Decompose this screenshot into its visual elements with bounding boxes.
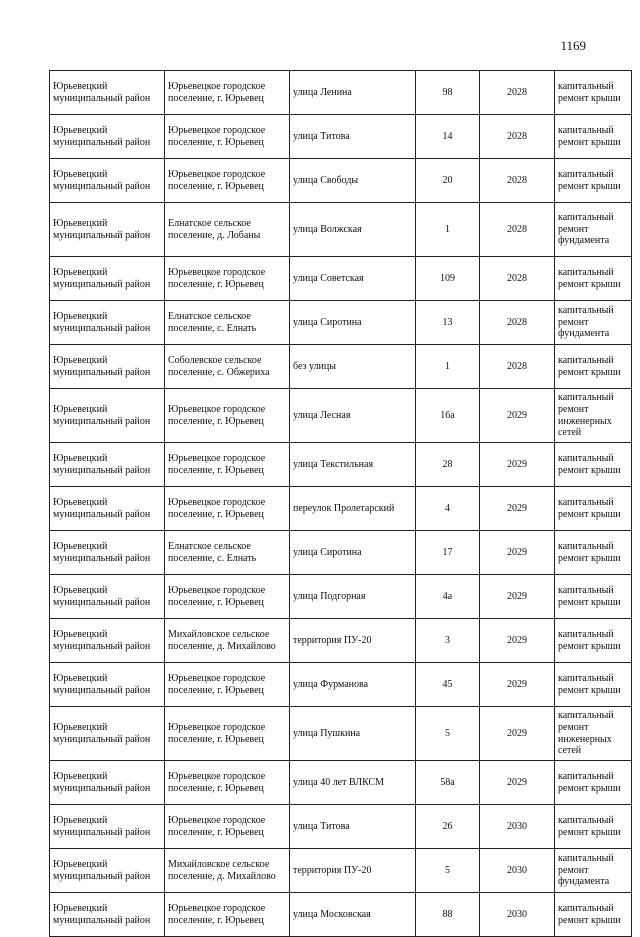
work-type-cell: капитальный ремонт крыши xyxy=(555,345,632,389)
work-type-cell: капитальный ремонт крыши xyxy=(555,257,632,301)
settlement-cell: Елнатское сельское поселение, с. Елнать xyxy=(165,531,290,575)
district-cell: Юрьевецкий муниципальный район xyxy=(50,389,165,443)
street-cell: улица Свободы xyxy=(290,159,416,203)
table-row xyxy=(50,619,632,663)
house-number-cell: 1 xyxy=(416,345,480,389)
table-row xyxy=(50,761,632,805)
table-row xyxy=(50,531,632,575)
house-number-cell: 3 xyxy=(416,619,480,663)
district-cell: Юрьевецкий муниципальный район xyxy=(50,159,165,203)
settlement-cell: Юрьевецкое городское поселение, г. Юрьевец xyxy=(165,487,290,531)
district-cell: Юрьевецкий муниципальный район xyxy=(50,345,165,389)
year-cell: 2029 xyxy=(480,575,555,619)
district-cell: Юрьевецкий муниципальный район xyxy=(50,707,165,761)
work-type-cell: капитальный ремонт фундамента xyxy=(555,203,632,257)
settlement-cell: Юрьевецкое городское поселение, г. Юрьевец xyxy=(165,805,290,849)
settlement-cell: Юрьевецкое городское поселение, г. Юрьевец xyxy=(165,389,290,443)
work-type-cell: капитальный ремонт крыши xyxy=(555,619,632,663)
table-row xyxy=(50,345,632,389)
settlement-cell: Юрьевецкое городское поселение, г. Юрьевец xyxy=(165,257,290,301)
settlement-cell: Михайловское сельское поселение, д. Михайлово xyxy=(165,849,290,893)
house-number-cell: 28 xyxy=(416,443,480,487)
work-type-cell: капитальный ремонт крыши xyxy=(555,663,632,707)
district-cell: Юрьевецкий муниципальный район xyxy=(50,663,165,707)
house-number-cell: 58а xyxy=(416,761,480,805)
settlement-cell: Юрьевецкое городское поселение, г. Юрьевец xyxy=(165,893,290,937)
table-row xyxy=(50,487,632,531)
street-cell: улица Сиротина xyxy=(290,301,416,345)
street-cell: улица Титова xyxy=(290,115,416,159)
district-cell: Юрьевецкий муниципальный район xyxy=(50,487,165,531)
year-cell: 2029 xyxy=(480,389,555,443)
year-cell: 2028 xyxy=(480,257,555,301)
house-number-cell: 16а xyxy=(416,389,480,443)
table-row xyxy=(50,203,632,257)
house-number-cell: 98 xyxy=(416,71,480,115)
district-cell: Юрьевецкий муниципальный район xyxy=(50,443,165,487)
table-row xyxy=(50,443,632,487)
table-row xyxy=(50,707,632,761)
work-type-cell: капитальный ремонт крыши xyxy=(555,893,632,937)
year-cell: 2029 xyxy=(480,443,555,487)
work-type-cell: капитальный ремонт крыши xyxy=(555,575,632,619)
table-row xyxy=(50,805,632,849)
year-cell: 2028 xyxy=(480,301,555,345)
street-cell: улица Фурманова xyxy=(290,663,416,707)
district-cell: Юрьевецкий муниципальный район xyxy=(50,301,165,345)
street-cell: улица Текстильная xyxy=(290,443,416,487)
table-row xyxy=(50,893,632,937)
street-cell: улица Пушкина xyxy=(290,707,416,761)
year-cell: 2028 xyxy=(480,159,555,203)
street-cell: улица Лесная xyxy=(290,389,416,443)
settlement-cell: Юрьевецкое городское поселение, г. Юрьевец xyxy=(165,663,290,707)
settlement-cell: Юрьевецкое городское поселение, г. Юрьевец xyxy=(165,159,290,203)
settlement-cell: Юрьевецкое городское поселение, г. Юрьевец xyxy=(165,707,290,761)
house-number-cell: 13 xyxy=(416,301,480,345)
year-cell: 2029 xyxy=(480,531,555,575)
district-cell: Юрьевецкий муниципальный район xyxy=(50,575,165,619)
year-cell: 2029 xyxy=(480,663,555,707)
settlement-cell: Юрьевецкое городское поселение, г. Юрьевец xyxy=(165,115,290,159)
house-number-cell: 5 xyxy=(416,849,480,893)
table-row xyxy=(50,575,632,619)
work-type-cell: капитальный ремонт фундамента xyxy=(555,849,632,893)
house-number-cell: 88 xyxy=(416,893,480,937)
work-type-cell: капитальный ремонт фундамента xyxy=(555,301,632,345)
street-cell: переулок Пролетарский xyxy=(290,487,416,531)
year-cell: 2030 xyxy=(480,805,555,849)
settlement-cell: Юрьевецкое городское поселение, г. Юрьевец xyxy=(165,443,290,487)
street-cell: улица Волжская xyxy=(290,203,416,257)
house-number-cell: 5 xyxy=(416,707,480,761)
district-cell: Юрьевецкий муниципальный район xyxy=(50,849,165,893)
table-row xyxy=(50,71,632,115)
settlement-cell: Михайловское сельское поселение, д. Михайлово xyxy=(165,619,290,663)
page-number: 1169 xyxy=(560,38,586,53)
table-row xyxy=(50,389,632,443)
street-cell: улица Сиротина xyxy=(290,531,416,575)
work-type-cell: капитальный ремонт инженерных сетей xyxy=(555,389,632,443)
table-row xyxy=(50,301,632,345)
work-type-cell: капитальный ремонт крыши xyxy=(555,443,632,487)
settlement-cell: Юрьевецкое городское поселение, г. Юрьевец xyxy=(165,71,290,115)
settlement-cell: Елнатское сельское поселение, д. Лобаны xyxy=(165,203,290,257)
work-type-cell: капитальный ремонт крыши xyxy=(555,761,632,805)
work-type-cell: капитальный ремонт крыши xyxy=(555,531,632,575)
district-cell: Юрьевецкий муниципальный район xyxy=(50,893,165,937)
district-cell: Юрьевецкий муниципальный район xyxy=(50,531,165,575)
street-cell: улица Ленина xyxy=(290,71,416,115)
street-cell: улица 40 лет ВЛКСМ xyxy=(290,761,416,805)
year-cell: 2030 xyxy=(480,849,555,893)
year-cell: 2029 xyxy=(480,487,555,531)
settlement-cell: Елнатское сельское поселение, с. Елнать xyxy=(165,301,290,345)
settlement-cell: Соболевское сельское поселение, с. Обжериха xyxy=(165,345,290,389)
table-row xyxy=(50,115,632,159)
district-cell: Юрьевецкий муниципальный район xyxy=(50,257,165,301)
district-cell: Юрьевецкий муниципальный район xyxy=(50,805,165,849)
work-type-cell: капитальный ремонт крыши xyxy=(555,159,632,203)
year-cell: 2028 xyxy=(480,71,555,115)
housing-repair-table xyxy=(49,70,632,937)
district-cell: Юрьевецкий муниципальный район xyxy=(50,619,165,663)
table-row xyxy=(50,257,632,301)
settlement-cell: Юрьевецкое городское поселение, г. Юрьевец xyxy=(165,575,290,619)
year-cell: 2030 xyxy=(480,893,555,937)
district-cell: Юрьевецкий муниципальный район xyxy=(50,761,165,805)
district-cell: Юрьевецкий муниципальный район xyxy=(50,115,165,159)
work-type-cell: капитальный ремонт крыши xyxy=(555,115,632,159)
house-number-cell: 20 xyxy=(416,159,480,203)
district-cell: Юрьевецкий муниципальный район xyxy=(50,71,165,115)
work-type-cell: капитальный ремонт крыши xyxy=(555,71,632,115)
work-type-cell: капитальный ремонт инженерных сетей xyxy=(555,707,632,761)
street-cell: улица Подгорная xyxy=(290,575,416,619)
table-body xyxy=(50,71,632,937)
table-row xyxy=(50,159,632,203)
street-cell: улица Титова xyxy=(290,805,416,849)
street-cell: улица Советская xyxy=(290,257,416,301)
house-number-cell: 14 xyxy=(416,115,480,159)
street-cell: территория ПУ-20 xyxy=(290,849,416,893)
street-cell: территория ПУ-20 xyxy=(290,619,416,663)
house-number-cell: 4 xyxy=(416,487,480,531)
work-type-cell: капитальный ремонт крыши xyxy=(555,487,632,531)
street-cell: улица Московская xyxy=(290,893,416,937)
settlement-cell: Юрьевецкое городское поселение, г. Юрьевец xyxy=(165,761,290,805)
year-cell: 2028 xyxy=(480,115,555,159)
table-row xyxy=(50,849,632,893)
house-number-cell: 109 xyxy=(416,257,480,301)
house-number-cell: 26 xyxy=(416,805,480,849)
year-cell: 2028 xyxy=(480,203,555,257)
house-number-cell: 4а xyxy=(416,575,480,619)
year-cell: 2028 xyxy=(480,345,555,389)
district-cell: Юрьевецкий муниципальный район xyxy=(50,203,165,257)
house-number-cell: 45 xyxy=(416,663,480,707)
table-row xyxy=(50,663,632,707)
street-cell: без улицы xyxy=(290,345,416,389)
year-cell: 2029 xyxy=(480,707,555,761)
house-number-cell: 17 xyxy=(416,531,480,575)
year-cell: 2029 xyxy=(480,619,555,663)
work-type-cell: капитальный ремонт крыши xyxy=(555,805,632,849)
house-number-cell: 1 xyxy=(416,203,480,257)
year-cell: 2029 xyxy=(480,761,555,805)
